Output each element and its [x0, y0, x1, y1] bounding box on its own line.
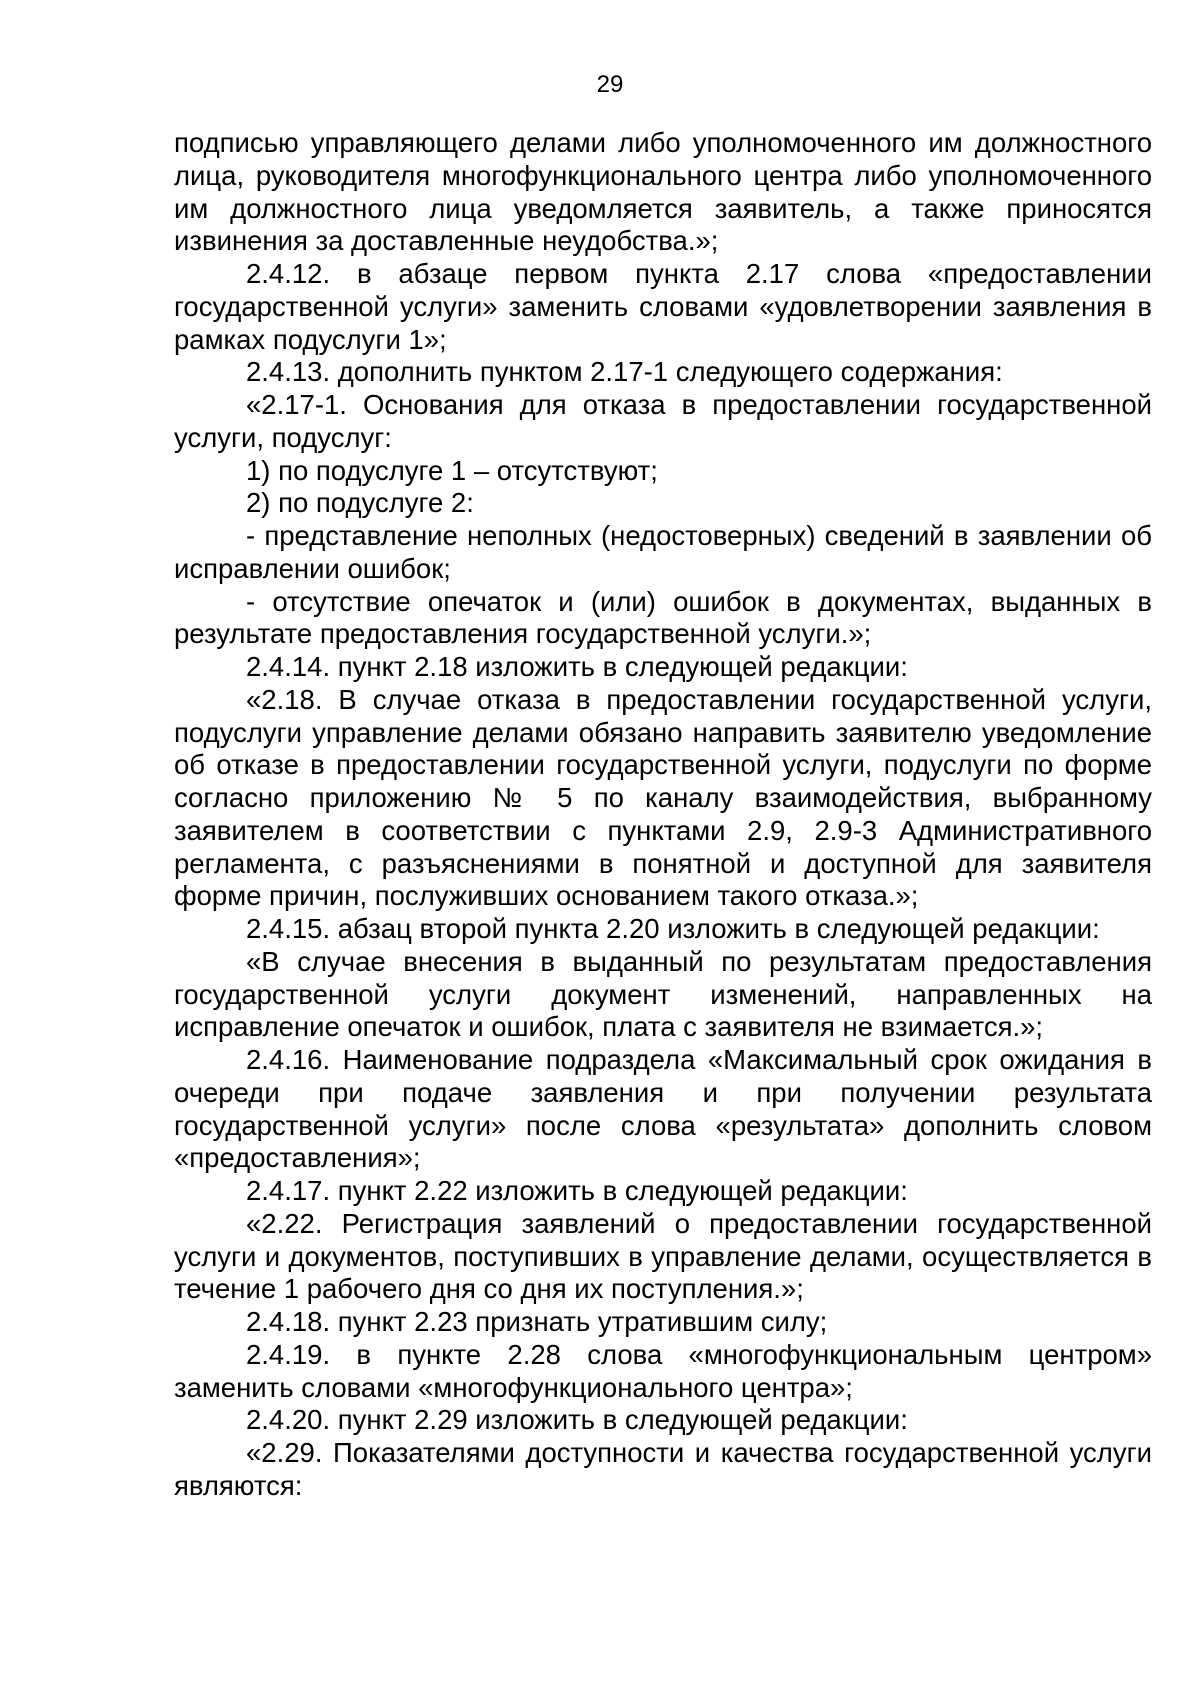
paragraph: 2.4.18. пункт 2.23 признать утратившим силу; — [246, 1306, 828, 1337]
paragraph: 2.4.20. пункт 2.29 изложить в следующей редакции: — [246, 1404, 908, 1436]
paragraph: 2.4.13. дополнить пунктом 2.17-1 следующего содержания: — [246, 356, 1003, 388]
paragraph: 2.4.14. пункт 2.18 изложить в следующей редакции: — [246, 651, 908, 682]
paragraph: - представление неполных (недостоверных) сведений в заявлении об исправлении ошибок; — [174, 520, 1152, 584]
paragraph: «2.18. В случае отказа в предоставлении государственной услуги, подуслуги управление делами обязано направить заявителю уведомление об отказе в предоставлении государственной услуги, подуслуги по форме согласно приложению № 5 по каналу взаимодействия, выбранному заявителем в соответствии с пунктами 2.9, 2.9-3 Административного регламента, с разъяснениями в понятной и доступной для заявителя форме причин, послуживших основанием такого отказа.»; — [174, 683, 1152, 912]
document-body — [174, 127, 1152, 1503]
paragraph: 2.4.15. абзац второй пункта 2.20 изложить в следующей редакции: — [246, 913, 1100, 944]
paragraph: «2.29. Показателями доступности и качества государственной услуги являются: — [174, 1437, 1152, 1501]
paragraph: «2.22. Регистрация заявлений о предоставлении государственной услуги и документов, поступивших в управление делами, осуществляется в течение 1 рабочего дня со дня их поступления.»; — [174, 1207, 1152, 1305]
paragraph: 2.4.19. в пункте 2.28 слова «многофункциональным центром» заменить словами «многофункционального центра»; — [174, 1338, 1152, 1403]
paragraph: 1) по подуслуге 1 – отсутствуют; — [246, 454, 658, 486]
paragraph: 2) по подуслуге 2: — [246, 487, 474, 519]
paragraph: - отсутствие опечаток и (или) ошибок в документах, выданных в результате предоставления государственной услуги.»; — [174, 585, 1152, 650]
paragraph: «В случае внесения в выданный по результатам предоставления государственной услуги документ изменений, направленных на исправление опечаток и ошибок, плата с заявителя не взимается.»; — [174, 945, 1152, 1043]
paragraph: 2.4.16. Наименование подраздела «Максимальный срок ожидания в очереди при подаче заявления и при получении результата государственной услуги» после слова «результата» дополнить словом «предоставления»; — [174, 1044, 1152, 1174]
paragraph: 2.4.17. пункт 2.22 изложить в следующей редакции: — [246, 1175, 908, 1206]
paragraph: «2.17-1. Основания для отказа в предоставлении государственной услуги, подуслуг: — [174, 389, 1152, 453]
paragraph: 2.4.12. в абзаце первом пункта 2.17 слова «предоставлении государственной услуги» заменить словами «удовлетворении заявления в рамках подуслуги 1»; — [174, 258, 1152, 355]
paragraph: подписью управляющего делами либо уполномоченного им должностного лица, руководителя многофункционального центра либо уполномоченного им должностного лица уведомляется заявитель, а также приносятся извинения за доставленные неудобства.»; — [174, 127, 1152, 257]
page-number: 29 — [596, 71, 624, 98]
